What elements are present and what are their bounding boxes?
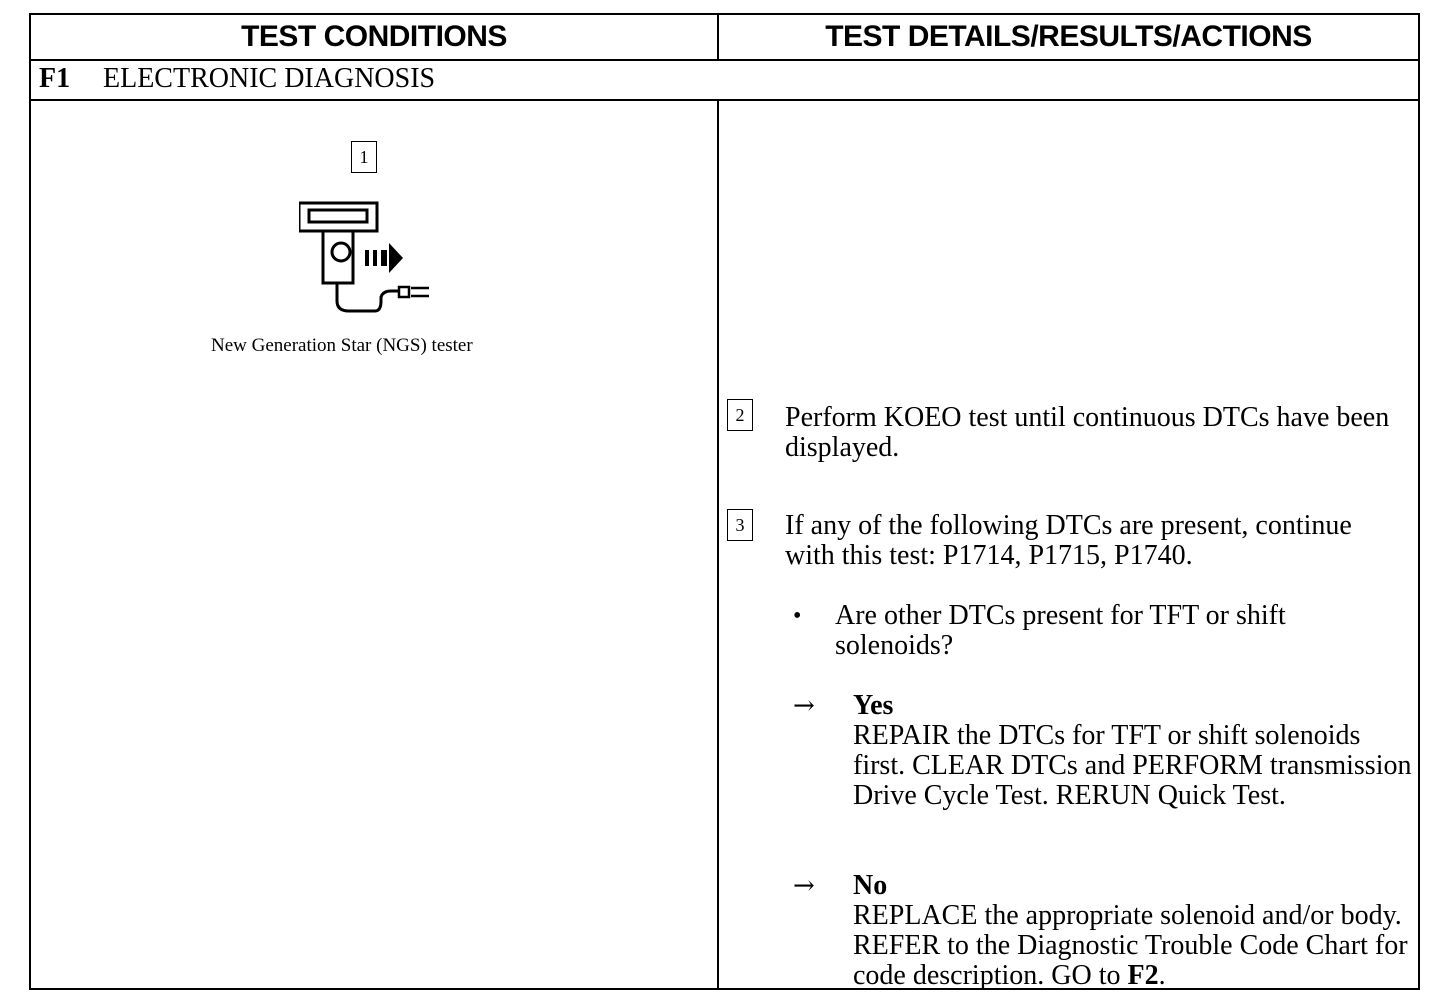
no-action-text: REPLACE the appropriate solenoid and/or body. REFER to the Diagnostic Trouble Code Chart for code description. GO to <box>853 900 1408 991</box>
step-2-text: Perform KOEO test until continuous DTCs have been displayed. <box>785 402 1390 463</box>
test-conditions-cell <box>31 101 719 988</box>
ngs-tester-icon <box>299 201 439 321</box>
no-answer <box>853 871 1413 991</box>
question-bullet: • <box>793 603 802 629</box>
step-3-number: 3 <box>727 509 753 541</box>
header-test-conditions <box>31 15 719 59</box>
yes-answer <box>853 691 1413 811</box>
step-2-number: 2 <box>727 399 753 431</box>
no-action-end: . <box>1158 960 1166 991</box>
section-title: ELECTRONIC DIAGNOSIS <box>103 63 436 94</box>
yes-action-text: REPAIR the DTCs for TFT or shift solenoids first. CLEAR DTCs and PERFORM transmission Drive Cycle Test. RERUN Quick Test. <box>853 720 1412 811</box>
table-header <box>31 15 1418 61</box>
header-test-details <box>719 15 1418 59</box>
question-text: Are other DTCs present for TFT or shift solenoids? <box>835 600 1286 661</box>
goto-link[interactable]: F2 <box>1127 960 1159 991</box>
step-3-text: If any of the following DTCs are present, continue with this test: P1714, P1715, P1740. <box>785 510 1352 571</box>
diagnostic-table <box>29 13 1420 990</box>
no-arrow-icon: → <box>793 871 815 901</box>
test-details-cell <box>719 101 1418 991</box>
header-right-label: TEST DETAILS/RESULTS/ACTIONS <box>825 20 1312 53</box>
no-label: No <box>853 870 888 901</box>
yes-arrow-icon: → <box>793 691 815 721</box>
section-id: F1 <box>39 63 71 94</box>
header-left-label: TEST CONDITIONS <box>241 20 507 53</box>
section-heading <box>31 61 1418 101</box>
tester-caption: New Generation Star (NGS) tester <box>211 335 473 356</box>
yes-label: Yes <box>853 690 894 721</box>
step-1-number: 1 <box>351 141 377 173</box>
